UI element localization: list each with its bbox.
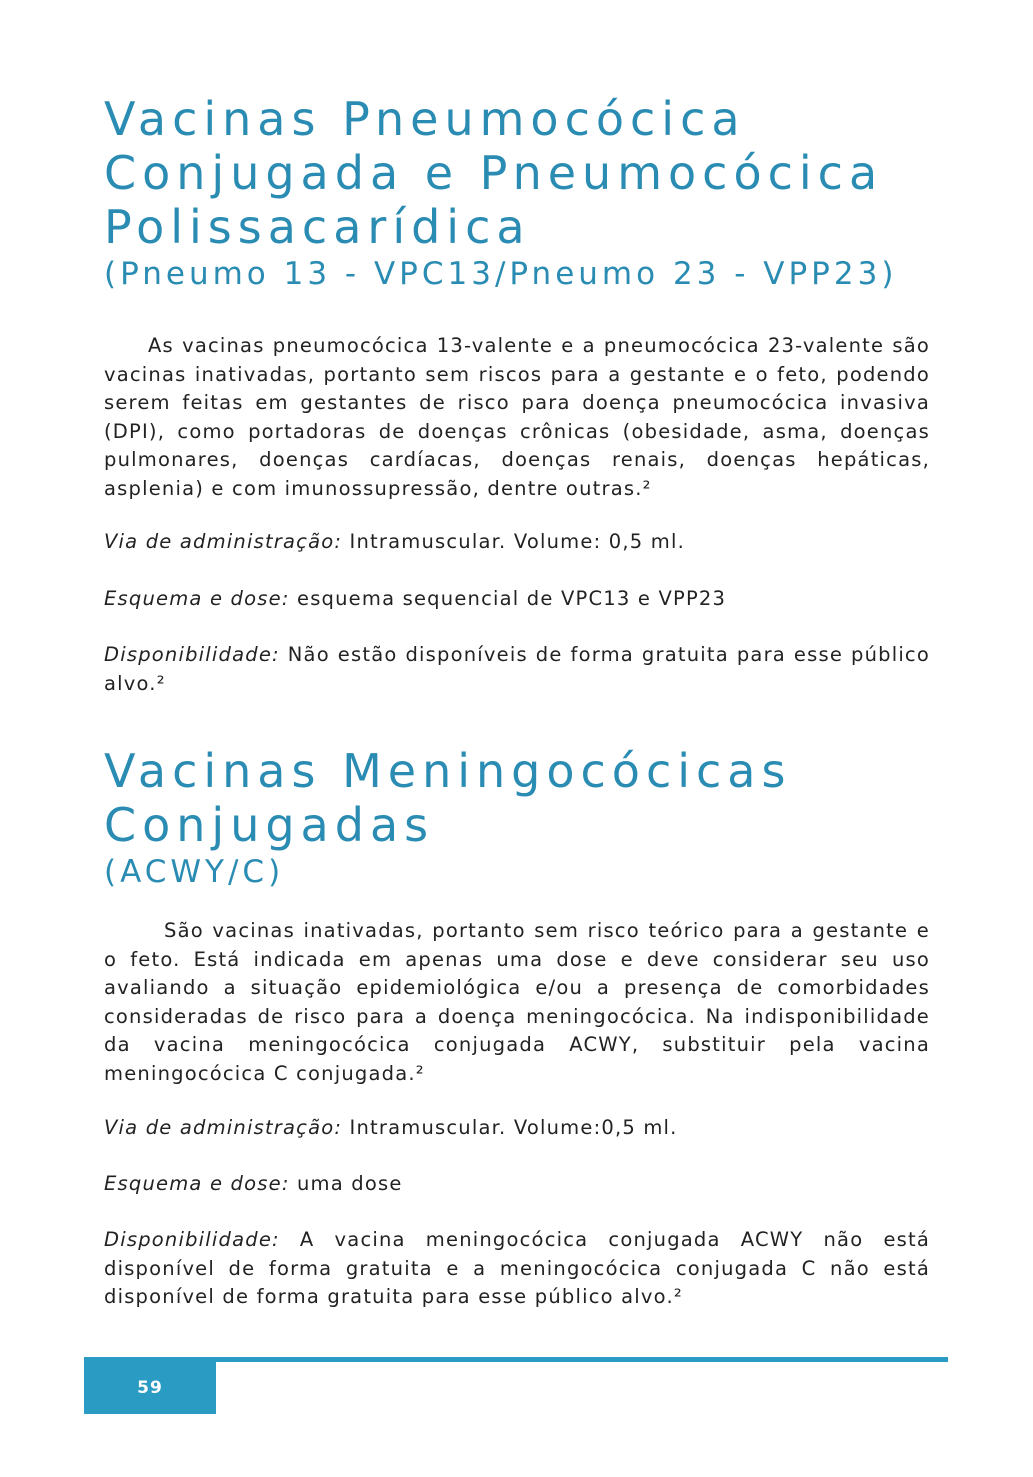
disponibilidade — [104, 1226, 930, 1312]
section-body-paragraph: As vacinas pneumocócica 13-valente e a pneumocócica 23-valente são vacinas inativadas, portanto sem riscos para a gestante e o feto, podendo serem feitas em gestantes de risco para doença pneumocócica invasiva (DPI), como portadoras de doenças crônicas (obesidade, asma, doenças pulmonares, doenças cardíacas, doenças renais, doenças hepáticas, asplenia) e com imunossupressão, dentre outras.² — [104, 334, 930, 500]
field-label: Via de administração: — [104, 1116, 343, 1139]
page-number: 59 — [137, 1377, 163, 1398]
field-value: A vacina meningocócica conjugada ACWY não está disponível de forma gratuita e a meningocócica conjugada C não está disponível de forma gratuita para esse público alvo.² — [104, 1228, 930, 1308]
title-line: Polissacarídica — [104, 200, 531, 254]
disponibilidade — [104, 641, 930, 698]
field-value: Intramuscular. Volume: 0,5 ml. — [342, 530, 685, 553]
section-title-meningococicas — [104, 744, 930, 892]
field-label: Esquema e dose: — [104, 1172, 290, 1195]
field-label: Disponibilidade: — [104, 643, 280, 666]
section-subtitle: (ACWY/C) — [104, 854, 285, 890]
field-value: Intramuscular. Volume:0,5 ml. — [342, 1116, 678, 1139]
title-line: Vacinas Pneumocócica — [104, 92, 746, 146]
field-label: Via de administração: — [104, 530, 343, 553]
title-line: Conjugada e Pneumocócica — [104, 146, 884, 200]
esquema-dose — [104, 1170, 930, 1199]
title-line: Vacinas Meningocócicas — [104, 744, 792, 798]
page-number-box — [84, 1357, 216, 1414]
field-label: Disponibilidade: — [104, 1228, 280, 1251]
field-label: Esquema e dose: — [104, 587, 290, 610]
field-value: uma dose — [289, 1172, 403, 1195]
section-title-pneumococica — [104, 92, 930, 294]
field-value: Não estão disponíveis de forma gratuita para esse público alvo.² — [104, 643, 930, 695]
section-body-paragraph: São vacinas inativadas, portanto sem risco teórico para a gestante e o feto. Está indicada em apenas uma dose e deve considerar seu uso avaliando a situação epidemiológica e/ou a presença de comorbidades consideradas de risco para a doença meningocócica. Na indisponibilidade da vacina meningocócica conjugada ACWY, substituir pela vacina meningocócica C conjugada.² — [104, 919, 930, 1085]
via-administracao — [104, 1114, 930, 1143]
section-subtitle: (Pneumo 13 - VPC13/Pneumo 23 - VPP23) — [104, 256, 898, 292]
field-value: esquema sequencial de VPC13 e VPP23 — [289, 587, 727, 610]
via-administracao — [104, 528, 930, 557]
esquema-dose — [104, 585, 930, 614]
title-line: Conjugadas — [104, 798, 435, 852]
